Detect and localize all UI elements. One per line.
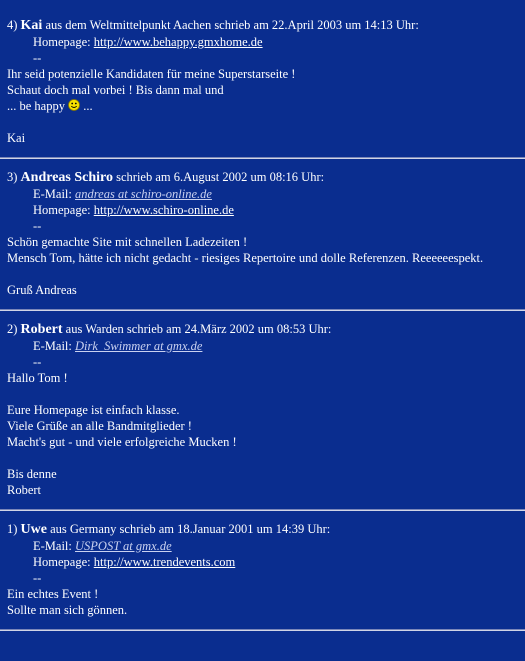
separator: -- [33, 51, 42, 65]
entry-number: 1) [7, 522, 18, 536]
entry-origin: aus Warden schrieb am 24.März 2002 um 08:53 Uhr: [65, 322, 332, 336]
email-link[interactable]: USPOST at gmx.de [75, 539, 172, 553]
email-label: E-Mail: [33, 339, 72, 353]
author-name: Andreas Schiro [20, 170, 113, 185]
email-row [7, 186, 525, 202]
homepage-link[interactable]: http://www.trendevents.com [93, 555, 236, 569]
separator: -- [33, 571, 42, 585]
message-line: Viele Grüße an alle Bandmitglieder ! [7, 419, 192, 433]
message-line [7, 98, 525, 114]
message-line: Schön gemachte Site mit schnellen Ladezeiten ! [7, 235, 248, 249]
email-row [7, 338, 525, 354]
happy-suffix: ... [83, 99, 93, 113]
closing: Bis denne [7, 467, 57, 481]
email-link[interactable]: andreas at schiro-online.de [75, 187, 212, 201]
homepage-label: Homepage: [33, 555, 91, 569]
entry-header [7, 169, 525, 186]
message-line: Eure Homepage ist einfach klasse. [7, 403, 180, 417]
homepage-row [7, 554, 525, 570]
message-line: Schaut doch mal vorbei ! Bis dann mal und [7, 83, 224, 97]
email-label: E-Mail: [33, 539, 72, 553]
message-line: Ihr seid potenzielle Kandidaten für meine Superstarseite ! [7, 67, 296, 81]
greeting: Hallo Tom ! [7, 371, 68, 385]
signature: Robert [7, 483, 42, 497]
happy-text: ... be happy [7, 99, 65, 113]
message-line: Macht's gut - und viele erfolgreiche Mucken ! [7, 435, 237, 449]
entry-number: 3) [7, 170, 18, 184]
divider [0, 629, 525, 631]
message-line: Sollte man sich gönnen. [7, 603, 128, 617]
email-row [7, 538, 525, 554]
homepage-link[interactable]: http://www.behappy.gmxhome.de [93, 35, 263, 49]
entry-header [7, 321, 525, 338]
blank-line [7, 386, 525, 402]
entry-origin: aus dem Weltmittelpunkt Aachen schrieb am 22.April 2003 um 14:13 Uhr: [45, 18, 419, 32]
smiley-icon [68, 99, 80, 111]
separator: -- [33, 355, 42, 369]
guestbook-entry-1 [0, 511, 525, 618]
homepage-row [7, 34, 525, 50]
message-line: Ein echtes Event ! [7, 587, 99, 601]
guestbook-entry-3 [0, 159, 525, 298]
homepage-label: Homepage: [33, 35, 91, 49]
email-link[interactable]: Dirk_Swimmer at gmx.de [75, 339, 203, 353]
author-name: Kai [20, 18, 43, 33]
entry-number: 4) [7, 18, 18, 32]
entry-origin: schrieb am 6.August 2002 um 08:16 Uhr: [116, 170, 325, 184]
blank-line [7, 266, 525, 282]
entry-number: 2) [7, 322, 18, 336]
blank-line [7, 114, 525, 130]
blank-line [7, 450, 525, 466]
signature: Kai [7, 131, 26, 145]
email-label: E-Mail: [33, 187, 72, 201]
author-name: Robert [20, 322, 63, 337]
guestbook-entry-2 [0, 311, 525, 498]
author-name: Uwe [20, 522, 47, 537]
entry-header [7, 521, 525, 538]
entry-header [7, 17, 525, 34]
entry-origin: aus Germany schrieb am 18.Januar 2001 um 14:39 Uhr: [50, 522, 331, 536]
homepage-link[interactable]: http://www.schiro-online.de [93, 203, 234, 217]
guestbook-entry-4 [0, 0, 525, 146]
separator: -- [33, 219, 42, 233]
signature: Gruß Andreas [7, 283, 77, 297]
message-line: Mensch Tom, hätte ich nicht gedacht - riesiges Repertoire und dolle Referenzen. Reeeeeespekt. [7, 251, 484, 265]
homepage-row [7, 202, 525, 218]
homepage-label: Homepage: [33, 203, 91, 217]
